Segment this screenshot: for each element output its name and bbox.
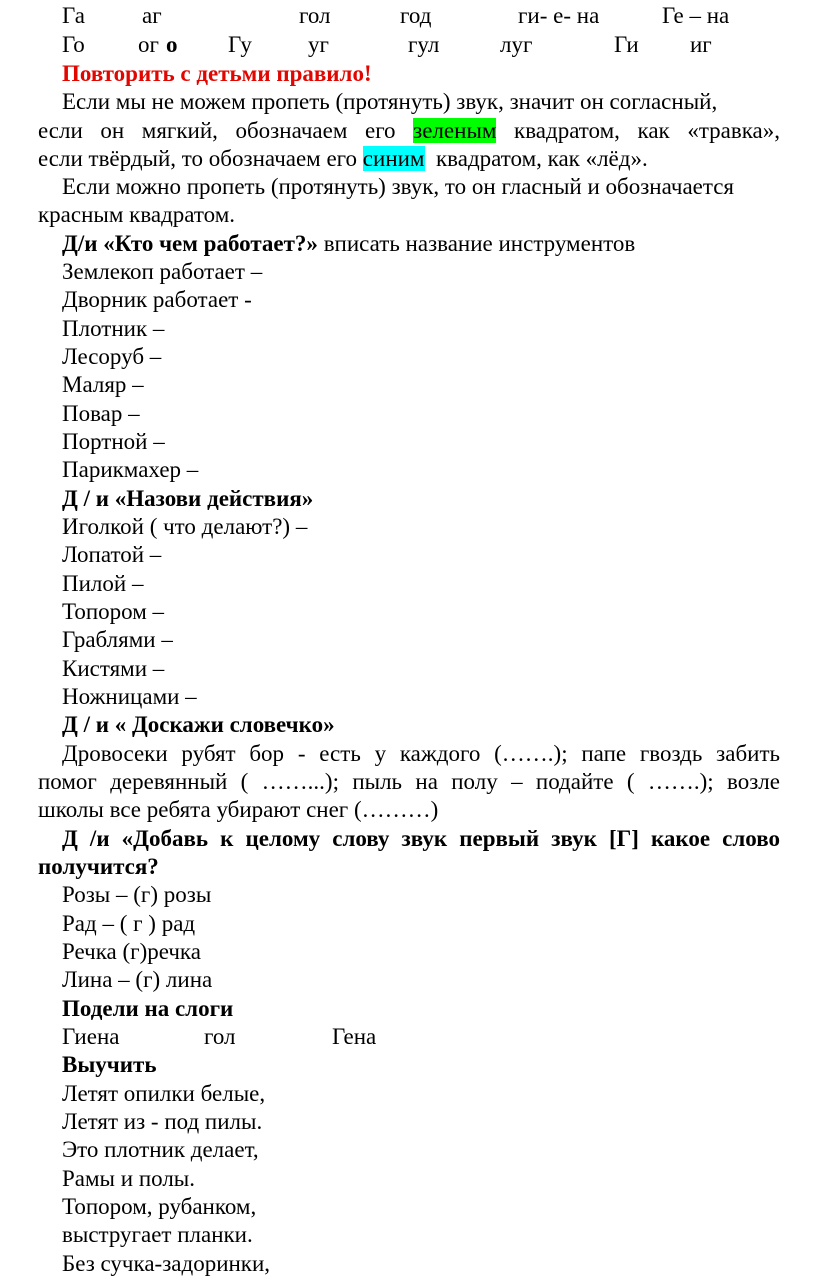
rule-line: Если мы не можем пропеть (протянуть) звук, значит он согласный, (62, 89, 718, 114)
rule-line: Если можно пропеть (протянуть) звук, то он гласный и обозначается (62, 174, 735, 199)
cyan-highlight: синим (362, 146, 425, 171)
poem-line: Летят опилки белые, (62, 1081, 266, 1106)
game1-title (62, 230, 635, 258)
word: гол (204, 1024, 236, 1049)
syllable: уг (308, 32, 329, 57)
syllable-task-title: Подели на слоги (62, 996, 234, 1021)
list-item: Повар – (62, 401, 140, 426)
syllable: год (400, 3, 432, 28)
poem-line: Летят из - под пилы. (62, 1109, 263, 1134)
poem-title: Выучить (62, 1052, 157, 1077)
syllable: гол (299, 3, 331, 28)
game3-title: Д / и « Доскажи словечко» (62, 712, 335, 737)
game1-title-bold: Д/и «Кто чем работает?» (62, 231, 318, 256)
game3-text: школы все ребята убирают снег (………) (38, 797, 439, 822)
game4-title: Д /и «Добавь к целому слову звук первый звук [Г] какое слово (62, 826, 780, 851)
rule-line-cyan (38, 145, 648, 173)
syllable: аг (142, 3, 162, 28)
poem-line: Топором, рубанком, (62, 1194, 257, 1219)
rule-text: если он мягкий, обозначаем его (38, 118, 396, 143)
game2-title: Д / и «Назови действия» (62, 486, 314, 511)
rule-line: красным квадратом. (38, 202, 236, 227)
list-item: Пилой – (62, 571, 144, 596)
syllable: Гу (228, 32, 252, 57)
rule-text: квадратом, как «травка», (514, 118, 780, 143)
poem-line: Без сучка-задоринки, (62, 1251, 271, 1276)
syllable: ги- е- на (518, 3, 600, 28)
syllable: луг (500, 32, 533, 57)
syllable: ог (138, 32, 159, 57)
list-item: Парикмахер – (62, 457, 199, 482)
list-item: Розы – (г) розы (62, 882, 212, 907)
list-item: Рад – ( г ) рад (62, 911, 196, 936)
list-item: Лесоруб – (62, 344, 162, 369)
syllable: Го (62, 32, 85, 57)
rule-text: квадратом, как «лёд». (436, 146, 648, 171)
list-item: Землекоп работает – (62, 259, 263, 284)
word: Гена (332, 1024, 377, 1049)
syllable: Га (62, 3, 85, 28)
game1-title-rest: вписать название инструментов (317, 231, 636, 256)
syllable: Ги (614, 32, 639, 57)
list-item: Лопатой – (62, 542, 162, 567)
rule-heading: Повторить с детьми правило! (62, 61, 372, 86)
syllable: о (166, 32, 178, 57)
list-item: Портной – (62, 429, 165, 454)
game4-title: получится? (38, 854, 159, 879)
list-item: Дворник работает - (62, 287, 252, 312)
list-item: Лина – (г) лина (62, 967, 213, 992)
syllable: гул (408, 32, 440, 57)
list-item: Ножницами – (62, 684, 197, 709)
list-item: Речка (г)речка (62, 939, 201, 964)
list-item: Плотник – (62, 316, 165, 341)
rule-text: если твёрдый, то обозначаем его (38, 146, 358, 171)
syllable: Ге – на (662, 3, 730, 28)
list-item: Кистями – (62, 656, 165, 681)
list-item: Иголкой ( что делают?) – (62, 514, 308, 539)
list-item: Топором – (62, 599, 164, 624)
game3-text: Дровосеки рубят бор - есть у каждого (…….); папе гвоздь забить (62, 741, 780, 766)
word: Гиена (62, 1024, 120, 1049)
rule-line-green (38, 117, 780, 145)
poem-line: Рамы и полы. (62, 1166, 196, 1191)
syllable: иг (690, 32, 712, 57)
list-item: Граблями – (62, 627, 173, 652)
green-highlight: зеленым (413, 118, 497, 143)
list-item: Маляр – (62, 372, 144, 397)
poem-line: выстругает планки. (62, 1222, 253, 1247)
poem-line: Это плотник делает, (62, 1137, 259, 1162)
game3-text: помог деревянный ( ……...); пыль на полу – подайте ( …….); возле (38, 769, 780, 794)
